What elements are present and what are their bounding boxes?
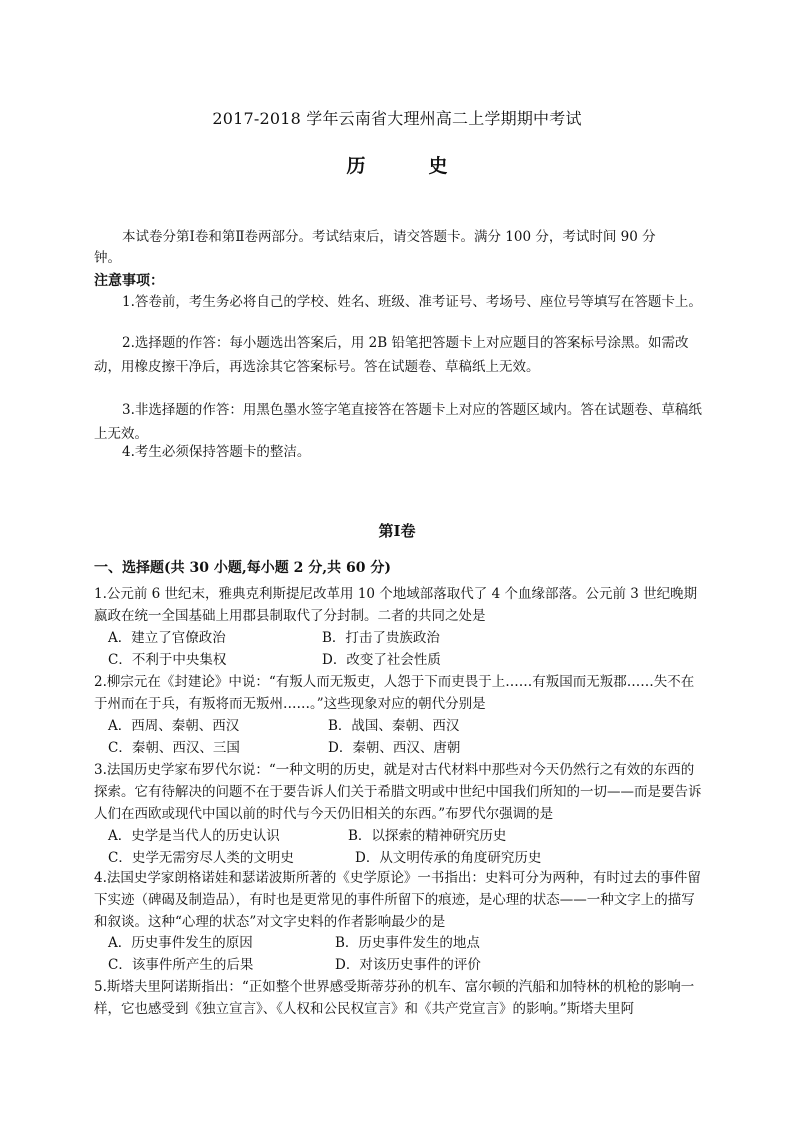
- answer-option: B．以探索的精神研究历史: [348, 828, 507, 844]
- answer-option: D．秦朝、西汉、唐朝: [328, 740, 461, 756]
- answer-option: B．历史事件发生的地点: [335, 935, 480, 951]
- question-stem: 2.柳宗元在《封建论》中说：“有叛人而无叛吏，人怨于下而吏畏于上……有叛国而无叛郡……失不在于州而在于兵，有叛将而无叛州……。”这些现象对应的朝代分别是: [94, 674, 695, 712]
- note-item: 2.选择题的作答：每小题选出答案后，用 2B 铅笔把答题卡上对应题目的答案标号涂黑。如需改动，用橡皮擦干净后，再选涂其它答案标号。答在试题卷、草稿纸上无效。: [94, 335, 689, 375]
- answer-option: A．史学是当代人的历史认识: [108, 828, 280, 844]
- answer-option: C．不利于中央集权: [108, 652, 227, 668]
- answer-option: A．历史事件发生的原因: [108, 935, 253, 951]
- answer-option: D．改变了社会性质: [322, 652, 441, 668]
- question-stem: 5.斯塔夫里阿诺斯指出：“正如整个世界感受斯蒂芬孙的机车、富尔顿的汽船和加特林的机枪的影响一样，它也感受到《独立宣言》、《人权和公民权宣言》和《共产党宣言》的影响。”斯塔夫里阿: [94, 979, 695, 1017]
- intro-line-2: 钟。: [94, 250, 121, 266]
- intro-line-1: 本试卷分第Ⅰ卷和第Ⅱ卷两部分。考试结束后，请交答题卡。满分 100 分，考试时间 90 分: [122, 229, 656, 245]
- exam-title: 2017-2018 学年云南省大理州高二上学期期中考试: [212, 109, 582, 128]
- answer-option: B．打击了贵族政治: [322, 630, 440, 646]
- intro-paragraph: [94, 227, 704, 269]
- answer-option: D．对该历史事件的评价: [335, 957, 481, 973]
- answer-option: B．战国、秦朝、西汉: [328, 718, 460, 734]
- answer-option: A．西周、秦朝、西汉: [108, 718, 240, 734]
- section-heading: 一、选择题(共 30 小题,每小题 2 分,共 60 分): [94, 560, 391, 576]
- notes-heading: 注意事项：: [94, 273, 164, 289]
- part-heading: 第Ⅰ卷: [378, 522, 416, 540]
- subject-title: 历 史: [346, 155, 470, 177]
- note-item: 1.答卷前，考生务必将自己的学校、姓名、班级、准考证号、考场号、座位号等填写在答题卡上。: [122, 294, 702, 310]
- answer-option: D．从文明传承的角度研究历史: [355, 850, 542, 866]
- note-item: 4.考生必须保持答题卡的整洁。: [122, 444, 311, 460]
- question-stem: 1.公元前 6 世纪末，雅典克利斯提尼改革用 10 个地域部落取代了 4 个血缘部落。公元前 3 世纪晚期嬴政在统一全国基础上用郡县制取代了分封制。二者的共同之处是: [94, 586, 698, 624]
- question-stem: 3.法国历史学家布罗代尔说：“一种文明的历史，就是对古代材料中那些对今天仍然行之有效的东西的探索。它有待解决的问题不在于要告诉人们关于希腊文明或中世纪中国我们所知的一切——而是要告诉人们在西欧或现代中国以前的时代与今天仍旧相关的东西。”布罗代尔强调的是: [94, 762, 702, 822]
- answer-option: C．秦朝、西汉、三国: [108, 740, 240, 756]
- answer-option: A．建立了官僚政治: [108, 630, 226, 646]
- note-item: 3.非选择题的作答：用黑色墨水签字笔直接答在答题卡上对应的答题区域内。答在试题卷、草稿纸上无效。: [94, 402, 702, 442]
- answer-option: C．该事件所产生的后果: [108, 957, 254, 973]
- question-stem: 4.法国史学家朗格诺娃和瑟诺波斯所著的《史学原论》一书指出：史料可分为两种，有时过去的事件留下实迹（碑碣及制造品），有时也是更常见的事件所留下的痕迹，是心理的状态——一种文字上的描写和叙谈。这种“心理的状态”对文字史料的作者影响最少的是: [94, 870, 701, 930]
- answer-option: C．史学无需穷尽人类的文明史: [108, 850, 294, 866]
